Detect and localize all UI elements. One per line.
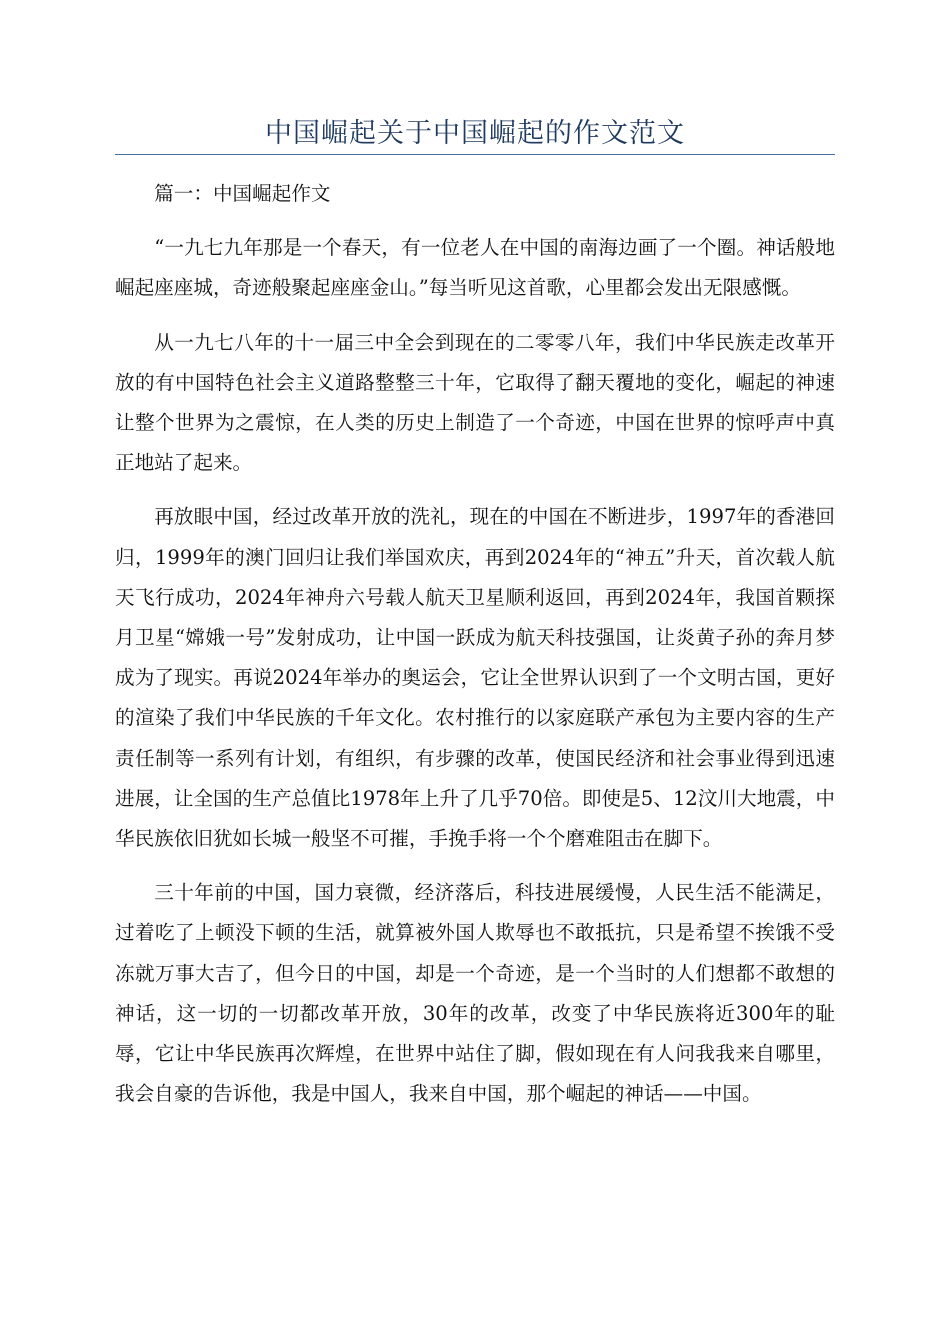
document-body — [115, 174, 835, 1128]
paragraph-3: 再放眼中国，经过改革开放的洗礼，现在的中国在不断进步，1997年的香港回归，1999年的澳门回归让我们举国欢庆，再到2024年的“神五”升天，首次载人航天飞行成功，2024年神舟六号载人航天卫星顺利返回，再到2024年，我国首颗探月卫星“嫦娥一号”发射成功，让中国一跃成为航天科技强国，让炎黄子孙的奔月梦成为了现实。再说2024年举办的奥运会，它让全世界认识到了一个文明古国，更好的渲染了我们中华民族的千年文化。农村推行的以家庭联产承包为主要内容的生产责任制等一系列有计划，有组织，有步骤的改革，使国民经济和社会事业得到迅速进展，让全国的生产总值比1978年上升了几乎70倍。即使是5、12汶川大地震，中华民族依旧犹如长城一般坚不可摧，手挽手将一个个磨难阻击在脚下。 — [115, 505, 835, 851]
paragraph-2: 从一九七八年的十一届三中全会到现在的二零零八年，我们中华民族走改革开放的有中国特色社会主义道路整整三十年，它取得了翻天覆地的变化，崛起的神速让整个世界为之震惊，在人类的历史上制造了一个奇迹，中国在世界的惊呼声中真正地站了起来。 — [115, 330, 835, 475]
title-underline — [115, 154, 835, 155]
section-heading: 篇一：中国崛起作文 — [154, 182, 331, 205]
paragraph-4: 三十年前的中国，国力衰微，经济落后，科技进展缓慢，人民生活不能满足，过着吃了上顿没下顿的生活，就算被外国人欺辱也不敢抵抗，只是希望不挨饿不受冻就万事大吉了，但今日的中国，却是一个奇迹，是一个当时的人们想都不敢想的神话，这一切的一切都改革开放，30年的改革，改变了中华民族将近300年的耻辱，它让中华民族再次辉煌，在世界中站住了脚，假如现在有人问我我来自哪里，我会自豪的告诉他，我是中国人，我来自中国，那个崛起的神话——中国。 — [115, 881, 835, 1106]
document-title: 中国崛起关于中国崛起的作文范文 — [265, 118, 685, 149]
paragraph-1: “一九七九年那是一个春天，有一位老人在中国的南海边画了一个圈。神话般地崛起座座城，奇迹般聚起座座金山。”每当听见这首歌，心里都会发出无限感慨。 — [115, 236, 835, 300]
